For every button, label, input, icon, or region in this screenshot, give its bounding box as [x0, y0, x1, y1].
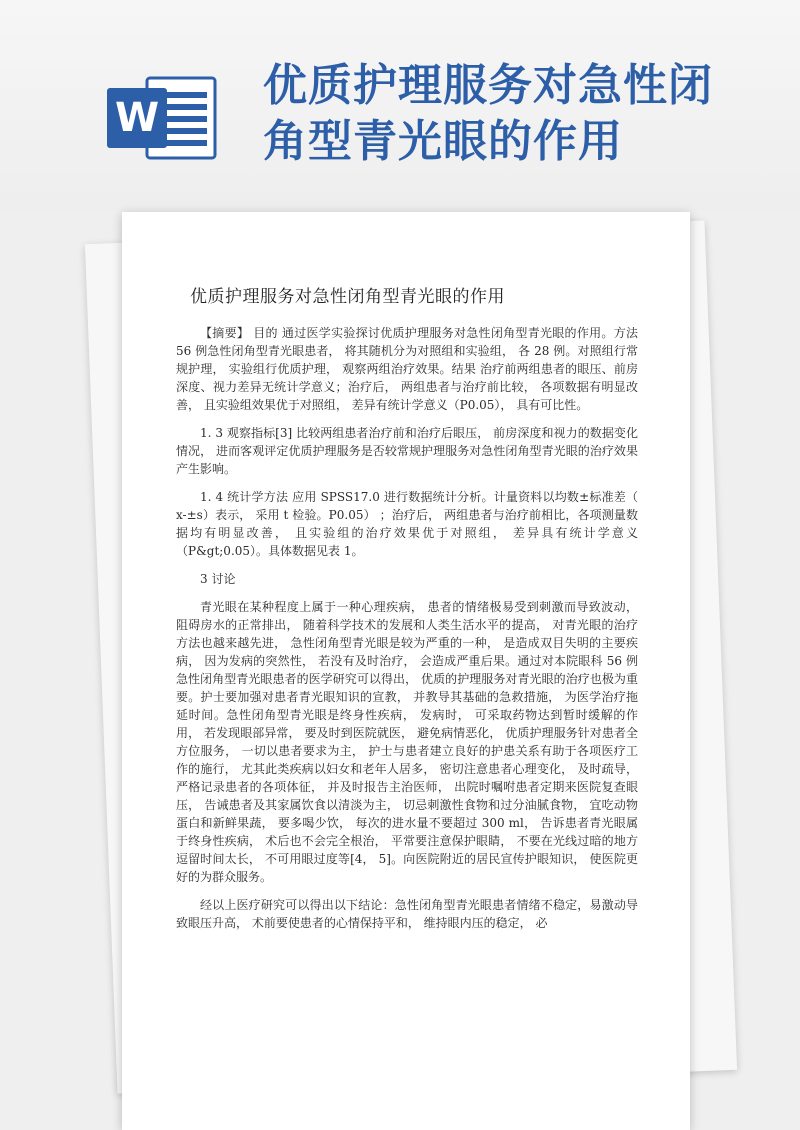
- banner-title: 优质护理服务对急性闭角型青光眼的作用: [263, 60, 713, 167]
- document-title: 优质护理服务对急性闭角型青光眼的作用: [190, 287, 505, 307]
- document-page: [122, 212, 690, 1130]
- section-heading-discussion: 3 讨论: [200, 572, 236, 586]
- discussion-paragraph: 青光眼在某种程度上属于一种心理疾病， 患者的情绪极易受到刺激而导致波动， 阻碍房水的正常排出， 随着科学技术的发展和人类生活水平的提高， 对青光眼的治疗方法也越来越先进， 急性闭角型青光眼是较为严重的一种， 是造成双目失明的主要疾病， 因为发病的突然性， 若没有及时治疗， 会造成严重后果。通过对本院眼科 56 例急性闭角型青光眼患者的医学研究可以得出， 优质的护理服务对青光眼的治疗也极为重要。护士要加强对患者青光眼知识的宣教， 并教导其基础的急救措施， 为医学治疗拖延时间。急性闭角型青光眼是终身性疾病， 发病时， 可采取药物达到暂时缓解的作用， 若发现眼部异常， 要及时到医院就医， 避免病情恶化， 优质护理服务针对患者全方位服务， 一切以患者要求为主， 护士与患者建立良好的护患关系有助于各项医疗工作的施行， 尤其此类疾病以妇女和老年人居多， 密切注意患者心理变化， 及时疏导， 严格记录患者的各项体征， 并及时报告主治医师， 出院时嘱咐患者定期来医院复查眼压， 告诫患者及其家属饮食以清淡为主， 切忌刺激性食物和过分油腻食物， 宜吃动物蛋白和新鲜果蔬， 要多喝少饮， 每次的进水量不要超过 300 ml， 告诉患者青光眼属于终身性疾病， 术后也不会完全根治， 平常要注意保护眼睛， 不要在光线过暗的地方逗留时间太长， 不可用眼过度等[4， 5]。向医院附近的居民宣传护眼知识， 使医院更好的为群众服务。: [176, 600, 638, 884]
- word-icon-letter: W: [114, 95, 160, 141]
- word-document-icon: [107, 74, 219, 162]
- conclusion-paragraph: 经以上医疗研究可以得出以下结论：急性闭角型青光眼患者情绪不稳定，易激动导致眼压升高， 术前要使患者的心情保持平和， 维持眼内压的稳定， 必: [176, 898, 638, 930]
- statistics-method-paragraph: 1. 4 统计学方法 应用 SPSS17.0 进行数据统计分析。计量资料以均数±标准差（ x-±s）表示， 采用 t 检验。P0.05） ；治疗后， 两组患者与治疗前相比，各项测量数据均有明显改善， 且实验组的治疗效果优于对照组， 差异具有统计学意义（P&gt;0.05）。具体数据见表 1。: [176, 490, 638, 558]
- document-body: [176, 324, 638, 942]
- abstract-paragraph: 【摘要】 目的 通过医学实验探讨优质护理服务对急性闭角型青光眼的作用。方法 56 例急性闭角型青光眼患者， 将其随机分为对照组和实验组， 各 28 例。对照组行常规护理， 实验组行优质护理， 观察两组治疗效果。结果 治疗前两组患者的眼压、前房深度、视力差异无统计学意义；治疗后， 两组患者与治疗前比较， 各项数据有明显改善， 且实验组效果优于对照组， 差异有统计学意义（P0.05）， 具有可比性。: [176, 326, 638, 412]
- banner: [0, 0, 800, 210]
- observation-indicators-paragraph: 1. 3 观察指标[3] 比较两组患者治疗前和治疗后眼压， 前房深度和视力的数据变化情况， 进而客观评定优质护理服务是否较常规护理服务对急性闭角型青光眼的治疗效果产生影响。: [176, 426, 638, 476]
